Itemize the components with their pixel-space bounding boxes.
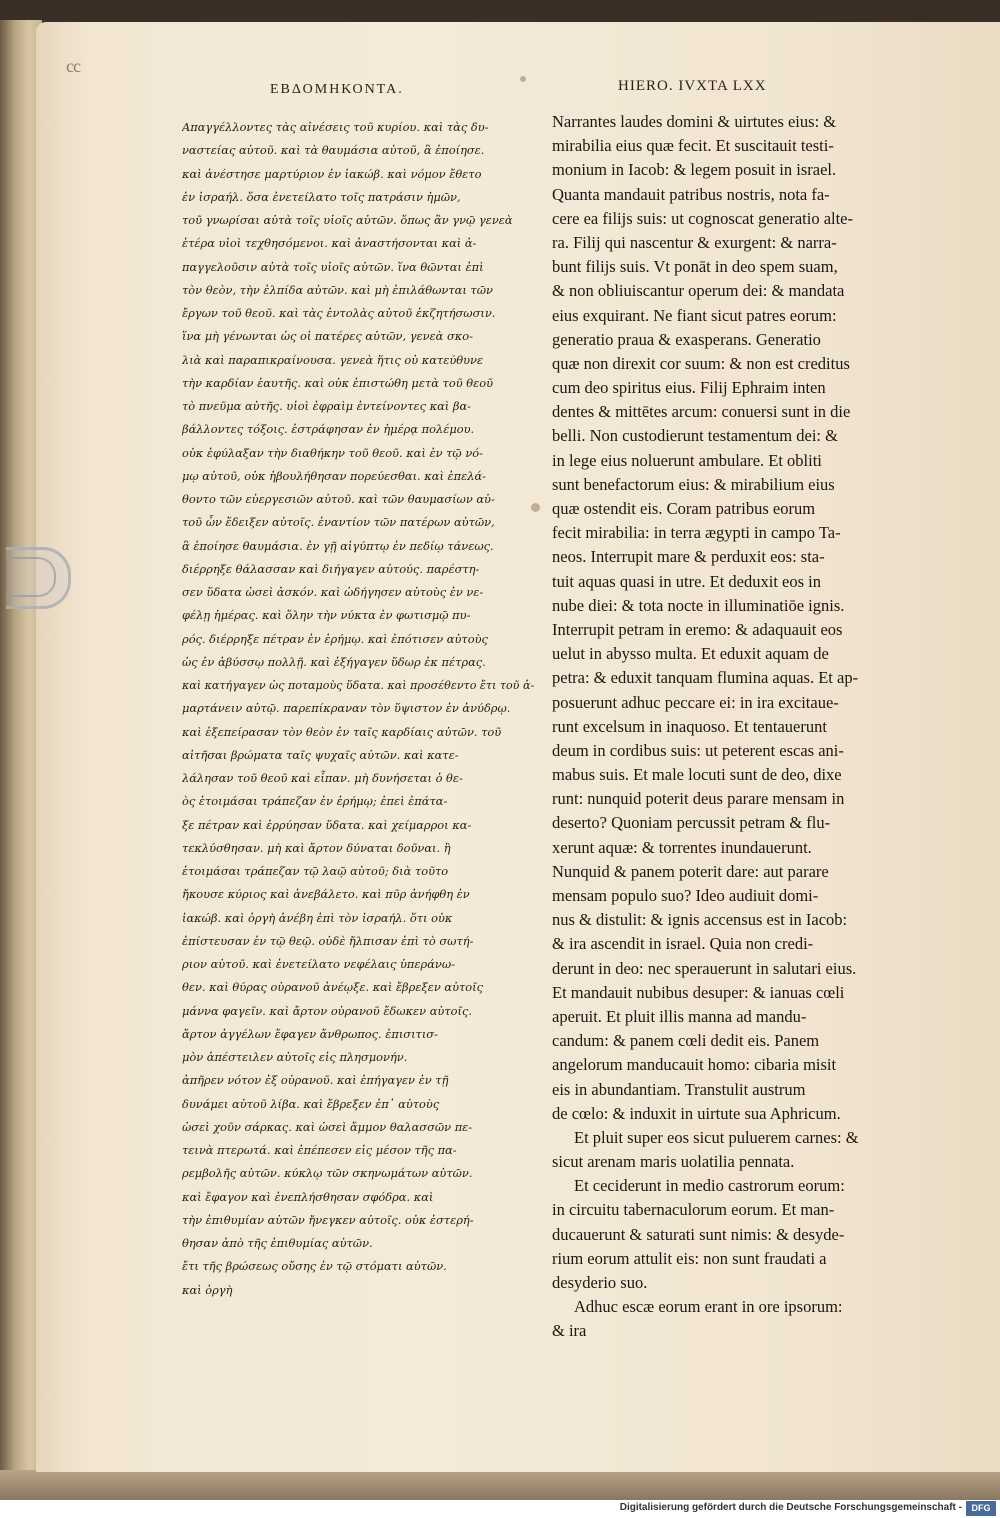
latin-line: aperuit. Et pluit illis manna ad mandu-: [552, 1006, 807, 1026]
greek-column: [182, 116, 534, 1302]
latin-line: & ira: [552, 1321, 587, 1341]
latin-line: dentes & mittētes arcum: conuersi sunt in die: [552, 402, 851, 422]
greek-line: τὸ πνεῦμα αὐτῆς. υἱοὶ ἐφραὶμ ἐντείνοντες καὶ βα-: [182, 399, 472, 413]
greek-line: λάλησαν τοῦ θεοῦ καὶ εἶπαν. μὴ δυνήσεται ὁ θε-: [182, 771, 463, 785]
latin-line: Et pluit super eos sicut puluerem carnes: &: [574, 1127, 859, 1147]
greek-line: τοῦ γνωρίσαι αὐτὰ τοῖς υἱοῖς αὐτῶν. ὅπως ἂν γνῷ γενεὰ: [182, 213, 513, 227]
latin-line: xerunt aquæ: & torrentes inundauerunt.: [552, 837, 812, 857]
greek-line: ἤκουσε κύριος καὶ ἀνεβάλετο. καὶ πῦρ ἀνήφθη ἐν: [182, 887, 470, 902]
latin-line: fecit mirabilia: in terra ægypti in campo Ta-: [552, 523, 841, 543]
greek-line: λιὰ καὶ παραπικραίνουσα. γενεὰ ἥτις οὐ κατεύθυνε: [182, 352, 484, 367]
latin-line: ra. Filij qui nascentur & exurgent: & narra-: [552, 232, 837, 252]
greek-line: ριον αὐτοῦ. καὶ ἐνετείλατο νεφέλαις ὑπεράνω-: [182, 957, 455, 971]
latin-line: mirabilia eius quæ fecit. Et suscitauit testi-: [552, 136, 834, 156]
latin-line: nus & distulit: & ignis accensus est in Iacob:: [552, 910, 848, 930]
greek-line: τὴν ἐπιθυμίαν αὐτῶν ἤνεγκεν αὐτοῖς. οὐκ ἐστερή-: [182, 1212, 474, 1227]
greek-line: οὐκ ἐφύλαξαν τὴν διαθήκην τοῦ θεοῦ. καὶ ἐν τῷ νό-: [182, 445, 483, 460]
greek-line: ἔργων τοῦ θεοῦ. καὶ τὰς ἐντολὰς αὐτοῦ ἐκζητήσωσιν.: [182, 306, 496, 320]
latin-line: ducauerunt & saturati sunt nimis: & desyde-: [552, 1224, 845, 1244]
greek-line: ξε πέτραν καὶ ἐρρύησαν ὕδατα. καὶ χείμαρροι κα-: [182, 817, 472, 832]
latin-line: eius exquirant. Ne fiant sicut patres eorum:: [552, 305, 837, 325]
latin-line: cum deo spiritus eius. Filij Ephraim inten: [552, 378, 826, 398]
greek-line: μάννα φαγεῖν. καὶ ἄρτον οὐρανοῦ ἔδωκεν αὐτοῖς.: [182, 1003, 472, 1018]
greek-line: ἑτέρα υἱοὶ τεχθησόμενοι. καὶ ἀναστήσονται καὶ ἀ-: [182, 236, 477, 251]
latin-line: Et ceciderunt in medio castrorum eorum:: [574, 1176, 845, 1196]
latin-line: Adhuc escæ eorum erant in ore ipsorum:: [574, 1297, 843, 1317]
greek-line: ἐπίστευσαν ἐν τῷ θεῷ. οὐδὲ ἤλπισαν ἐπὶ τὸ σωτή-: [182, 933, 474, 948]
greek-line: σεν ὕδατα ὡσεὶ ἀσκόν. καὶ ὡδήγησεν αὐτοὺς ἐν νε-: [182, 585, 484, 599]
greek-line: ὡσεὶ χοῦν σάρκας. καὶ ὡσεὶ ἄμμον θαλασσῶν πε-: [182, 1119, 473, 1134]
latin-line: derunt in deo: nec sperauerunt in salutari eius.: [552, 958, 857, 978]
latin-line: & non obliuiscantur operum dei: & mandata: [552, 281, 845, 301]
latin-line: de cœlo: & induxit in uirtute sua Aphricum.: [552, 1103, 841, 1123]
greek-line: παγγελοῦσιν αὐτὰ τοῖς υἱοῖς αὐτῶν. ἵνα θῶνται ἐπὶ: [182, 259, 484, 274]
greek-line: ἑτοιμάσαι τράπεζαν τῷ λαῷ αὐτοῦ; διὰ τοῦτο: [182, 864, 449, 878]
greek-line: ὸς ἑτοιμάσαι τράπεζαν ἐν ἐρήμῳ; ἐπεὶ ἐπάτα-: [182, 794, 448, 809]
greek-line: αἰτῆσαι βρώματα ταῖς ψυχαῖς αὐτῶν. καὶ κατε-: [182, 747, 459, 762]
greek-line: καὶ ἔφαγον καὶ ἐνεπλήσθησαν σφόδρα. καὶ: [182, 1189, 434, 1204]
greek-line: ναστείας αὐτοῦ. καὶ τὰ θαυμάσια αὐτοῦ, ἃ ἐποίησε.: [182, 143, 485, 158]
latin-line: rium eorum attulit eis: non sunt fraudati a: [552, 1248, 827, 1268]
running-header-greek: ΕΒΔΟΜΗΚΟΝΤΑ.: [270, 82, 404, 97]
latin-line: Interrupit petram in eremo: & adaquauit eos: [552, 619, 843, 639]
latin-line: monium in Iacob: & legem posuit in israel.: [552, 160, 837, 180]
greek-line: τὴν καρδίαν ἑαυτῆς. καὶ οὐκ ἐπιστώθη μετὰ τοῦ θεοῦ: [182, 375, 494, 390]
latin-line: runt excelsum in inaquoso. Et tentauerunt: [552, 716, 827, 736]
greek-line: μῳ αὐτοῦ, οὐκ ἠβουλήθησαν πορεύεσθαι. καὶ ἐπελά-: [182, 468, 486, 483]
latin-line: bunt filijs suis. Vt ponāt in deo spem suam,: [552, 257, 838, 277]
greek-line: ἐν ἰσραήλ. ὅσα ἐνετείλατο τοῖς πατράσιν ἡμῶν,: [182, 189, 461, 204]
greek-line: ρός. διέρρηξε πέτραν ἐν ἐρήμῳ. καὶ ἐπότισεν αὐτοὺς: [182, 631, 488, 646]
latin-line: belli. Non custodierunt testamentum dei: &: [552, 426, 838, 446]
greek-line: μαρτάνειν αὐτῷ. παρεπίκραναν τὸν ὕψιστον ἐν ἀνύδρῳ.: [182, 701, 511, 716]
latin-line: in lege eius noluerunt ambulare. Et obliti: [552, 450, 822, 470]
latin-line: angelorum manducauit homo: cibaria misit: [552, 1055, 837, 1075]
latin-line: & ira ascendit in israel. Quia non credi-: [552, 934, 814, 954]
greek-line: τὸν θεὸν, τὴν ἐλπίδα αὐτῶν. καὶ μὴ ἐπιλάθωνται τῶν: [182, 282, 493, 297]
latin-line: mabus suis. Et male locuti sunt de deo, dixe: [552, 765, 842, 785]
footer-credit: Digitalisierung gefördert durch die Deutsche Forschungsgemeinschaft -: [619, 1502, 962, 1513]
greek-line: καὶ ἀνέστησε μαρτύριον ἐν ἰακώβ. καὶ νόμον ἔθετο: [182, 166, 482, 181]
latin-line: runt: nunquid poterit deus parare mensam in: [552, 789, 845, 809]
greek-line: διέρρηξε θάλασσαν καὶ διήγαγεν αὐτούς. παρέστη-: [182, 561, 480, 576]
latin-line: mensam populo suo? Ideo audiuit domi-: [552, 886, 819, 905]
latin-line: posuerunt adhuc peccare ei: in ira excitaue-: [552, 692, 839, 712]
greek-line: ἰακώβ. καὶ ὀργὴ ἀνέβη ἐπὶ τὸν ἰσραήλ. ὅτι οὐκ: [182, 910, 453, 925]
latin-line: sunt benefactorum eius: & mirabilium eius: [552, 474, 835, 494]
latin-line: Nunquid & panem poterit dare: aut parare: [552, 861, 829, 881]
greek-line: τεκλύσθησαν. μὴ καὶ ἄρτον δύναται δοῦναι. ἢ: [182, 840, 451, 855]
greek-line: Απαγγέλλοντες τὰς αἰνέσεις τοῦ κυρίου. καὶ τὰς δυ-: [182, 120, 489, 134]
greek-line: τεινὰ πτερωτά. καὶ ἐπέπεσεν εἰς μέσον τῆς πα-: [182, 1143, 457, 1157]
paper-clip-inner: [6, 557, 56, 597]
greek-line: φέλῃ ἡμέρας. καὶ ὅλην τὴν νύκτα ἐν φωτισμῷ πυ-: [182, 608, 471, 623]
greek-line: ἄρτον ἀγγέλων ἔφαγεν ἄνθρωπος. ἐπισιτισ-: [182, 1026, 438, 1041]
greek-line: ἔτι τῆς βρώσεως οὔσης ἐν τῷ στόματι αὐτῶν.: [182, 1259, 447, 1274]
latin-line: desyderio suo.: [552, 1273, 648, 1292]
greek-line: ρεμβολῆς αὐτῶν. κύκλῳ τῶν σκηνωμάτων αὐτῶν.: [182, 1166, 473, 1181]
latin-line: Quanta mandauit patribus nostris, nota fa-: [552, 184, 830, 204]
latin-line: sicut arenam maris uolatilia pennata.: [552, 1152, 795, 1172]
footer-bar: [0, 1500, 1000, 1518]
dfg-logo: DFG: [966, 1501, 996, 1516]
latin-line: tuit aquas quasi in utre. Et deduxit eos in: [552, 571, 821, 591]
latin-line: petra: & eduxit tanquam flumina aquas. Et ap-: [552, 668, 859, 688]
greek-line: ἀπῆρεν νότον ἐξ οὐρανοῦ. καὶ ἐπήγαγεν ἐν τῇ: [182, 1073, 449, 1088]
greek-line: καὶ κατήγαγεν ὡς ποταμοὺς ὕδατα. καὶ προσέθεντο ἔτι τοῦ ἁ-: [182, 679, 534, 692]
latin-line: uelut in abysso multa. Et eduxit aquam de: [552, 644, 829, 664]
latin-line: cere ea filijs suis: ut cognoscat generatio alte-: [552, 208, 854, 228]
latin-line: quæ non direxit cor suum: & non est creditus: [552, 353, 850, 373]
book-bottom-edge: [0, 1470, 1000, 1500]
greek-line: ἃ ἐποίησε θαυμάσια. ἐν γῇ αἰγύπτῳ ἐν πεδίῳ τάνεως.: [182, 538, 494, 553]
latin-column: [552, 110, 912, 1344]
greek-line: τοῦ ὧν ἔδειξεν αὐτοῖς. ἐναντίον τῶν πατέρων αὐτῶν,: [182, 515, 495, 530]
latin-line: quæ ostendit eis. Coram patribus eorum: [552, 499, 816, 518]
greek-line: θησαν ἀπὸ τῆς ἐπιθυμίας αὐτῶν.: [182, 1236, 373, 1250]
running-header-latin: HIERO. IVXTA LXX: [618, 78, 767, 94]
latin-line: Et mandauit nubibus desuper: & ianuas cœli: [552, 982, 845, 1002]
greek-line: θεν. καὶ θύρας οὐρανοῦ ἀνέῳξε. καὶ ἔβρεξεν αὐτοῖς: [182, 980, 484, 995]
latin-line: candum: & panem cœli dedit eis. Panem: [552, 1031, 820, 1051]
latin-line: deum in cordibus suis: ut peterent escas ani-: [552, 740, 844, 760]
page-blemish: [520, 76, 526, 82]
greek-line: ἵνα μὴ γένωνται ὡς οἱ πατέρες αὐτῶν, γενεὰ σκο-: [182, 329, 473, 344]
greek-line: θοντο τῶν εὐεργεσιῶν αὐτοῦ. καὶ τῶν θαυμασίων αὐ-: [182, 492, 495, 506]
latin-line: Narrantes laudes domini & uirtutes eius: &: [552, 112, 837, 131]
latin-line: neos. Interrupit mare & perduxit eos: sta-: [552, 547, 825, 567]
greek-line: βάλλοντες τόξοις. ἐστράφησαν ἐν ἡμέρᾳ πολέμου.: [182, 422, 475, 437]
latin-line: in circuitu tabernaculorum eorum. Et man-: [552, 1200, 835, 1220]
greek-line: καὶ ὀργὴ: [182, 1282, 233, 1297]
latin-line: nube diei: & tota nocte in illuminatiōe ignis.: [552, 595, 845, 615]
latin-line: eis in abundantiam. Transtulit austrum: [552, 1079, 806, 1099]
latin-line: deserto? Quoniam percussit petram & flu-: [552, 813, 831, 833]
greek-line: ὡς ἐν ἀβύσσῳ πολλῇ. καὶ ἐξήγαγεν ὕδωρ ἐκ πέτρας.: [182, 654, 486, 669]
latin-line: generatio praua & exasperans. Generatio: [552, 329, 821, 349]
folio-number: cc: [66, 56, 80, 76]
page-blemish: [531, 503, 540, 512]
greek-line: καὶ ἐξεπείρασαν τὸν θεὸν ἐν ταῖς καρδίαις αὐτῶν. τοῦ: [182, 724, 502, 739]
greek-line: δυνάμει αὐτοῦ λίβα. καὶ ἔβρεξεν ἐπ᾽ αὐτοὺς: [182, 1096, 440, 1111]
greek-line: μὸν ἀπέστειλεν αὐτοῖς εἰς πλησμονήν.: [182, 1050, 408, 1064]
